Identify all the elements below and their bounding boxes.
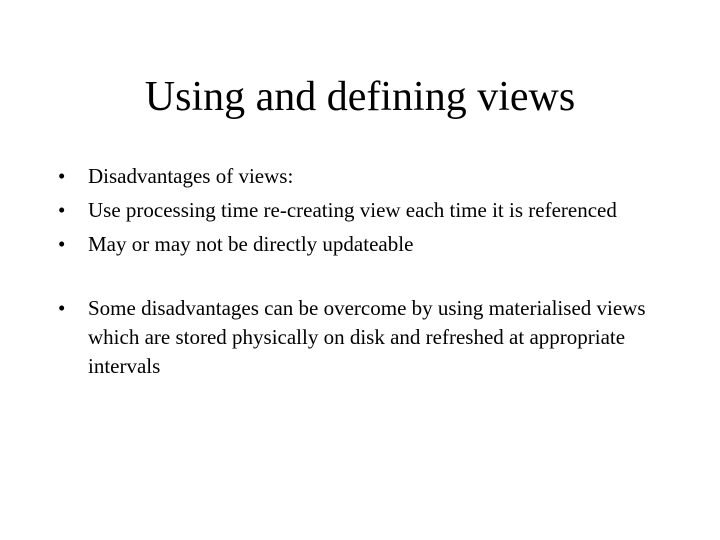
bullet-item bbox=[58, 162, 668, 191]
bullet-item bbox=[58, 230, 668, 259]
bullet-dot-icon: • bbox=[58, 232, 66, 256]
bullet-dot-icon: • bbox=[58, 296, 66, 320]
bullet-item bbox=[58, 294, 668, 381]
bullet-dot-icon: • bbox=[58, 198, 66, 222]
bullet-text: Some disadvantages can be overcome by using materialised views which are stored physically on disk and refreshed at appropriate intervals bbox=[88, 296, 646, 378]
slide-title: Using and defining views bbox=[144, 74, 576, 120]
bullet-item bbox=[58, 196, 668, 225]
bullet-text: Disadvantages of views: bbox=[88, 164, 294, 188]
bullet-text: Use processing time re-creating view each time it is referenced bbox=[88, 198, 617, 222]
bullet-text: May or may not be directly updateable bbox=[88, 232, 414, 256]
bullet-list bbox=[58, 162, 668, 386]
bullet-dot-icon: • bbox=[58, 164, 66, 188]
